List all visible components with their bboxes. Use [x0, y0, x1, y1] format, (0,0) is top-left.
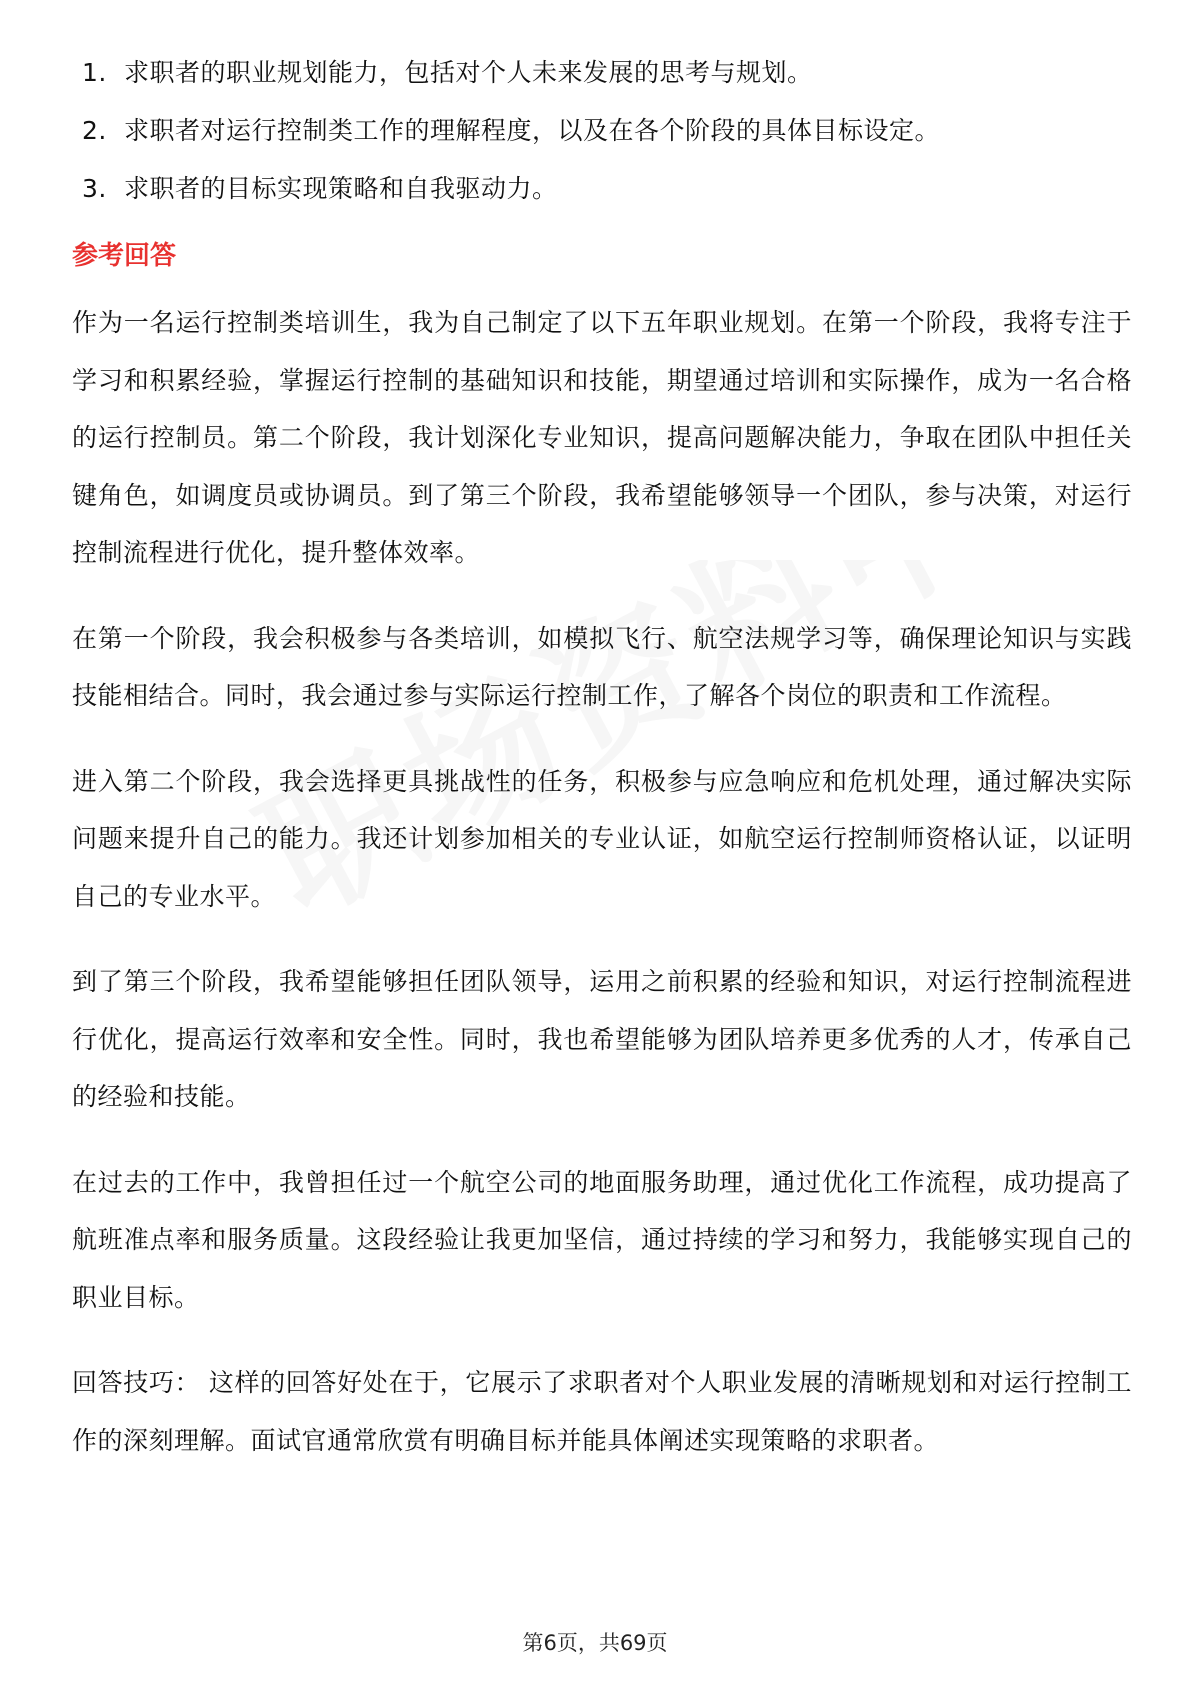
- evaluation-criteria-list: [72, 44, 1132, 218]
- list-item-number: 3.: [82, 174, 107, 203]
- list-item: [82, 160, 1132, 218]
- list-item-number: 1.: [82, 58, 107, 87]
- document-page: [72, 44, 1132, 1497]
- answer-paragraph: 到了第三个阶段，我希望能够担任团队领导，运用之前积累的经验和知识，对运行控制流程进行优化，提高运行效率和安全性。同时，我也希望能够为团队培养更多优秀的人才，传承自己的经验和技能。: [72, 967, 1132, 1111]
- list-item: [82, 44, 1132, 102]
- list-item-text: 求职者的目标实现策略和自我驱动力。: [124, 174, 558, 203]
- list-item-text: 求职者的职业规划能力，包括对个人未来发展的思考与规划。: [124, 58, 813, 87]
- list-item-number: 2.: [82, 116, 107, 145]
- answer-tips-paragraph: 回答技巧： 这样的回答好处在于，它展示了求职者对个人职业发展的清晰规划和对运行控制工作的深刻理解。面试官通常欣赏有明确目标并能具体阐述实现策略的求职者。: [72, 1368, 1132, 1455]
- section-heading-reference-answer: 参考回答: [72, 241, 177, 271]
- list-item-text: 求职者对运行控制类工作的理解程度，以及在各个阶段的具体目标设定。: [124, 116, 941, 145]
- answer-paragraph: 在第一个阶段，我会积极参与各类培训，如模拟飞行、航空法规学习等，确保理论知识与实践技能相结合。同时，我会通过参与实际运行控制工作，了解各个岗位的职责和工作流程。: [72, 623, 1132, 710]
- answer-paragraph: 作为一名运行控制类培训生，我为自己制定了以下五年职业规划。在第一个阶段，我将专注于学习和积累经验，掌握运行控制的基础知识和技能，期望通过培训和实际操作，成为一名合格的运行控制员。第二个阶段，我计划深化专业知识，提高问题解决能力，争取在团队中担任关键角色，如调度员或协调员。到了第三个阶段，我希望能够领导一个团队，参与决策，对运行控制流程进行优化，提升整体效率。: [72, 308, 1132, 567]
- answer-paragraph: 进入第二个阶段，我会选择更具挑战性的任务，积极参与应急响应和危机处理，通过解决实际问题来提升自己的能力。我还计划参加相关的专业认证，如航空运行控制师资格认证，以证明自己的专业水平。: [72, 766, 1132, 911]
- list-item: [82, 102, 1132, 160]
- page-number-footer: 第6页，共69页: [522, 1631, 668, 1655]
- answer-paragraph: 在过去的工作中，我曾担任过一个航空公司的地面服务助理，通过优化工作流程，成功提高了航班准点率和服务质量。这段经验让我更加坚信，通过持续的学习和努力，我能够实现自己的职业目标。: [72, 1167, 1132, 1312]
